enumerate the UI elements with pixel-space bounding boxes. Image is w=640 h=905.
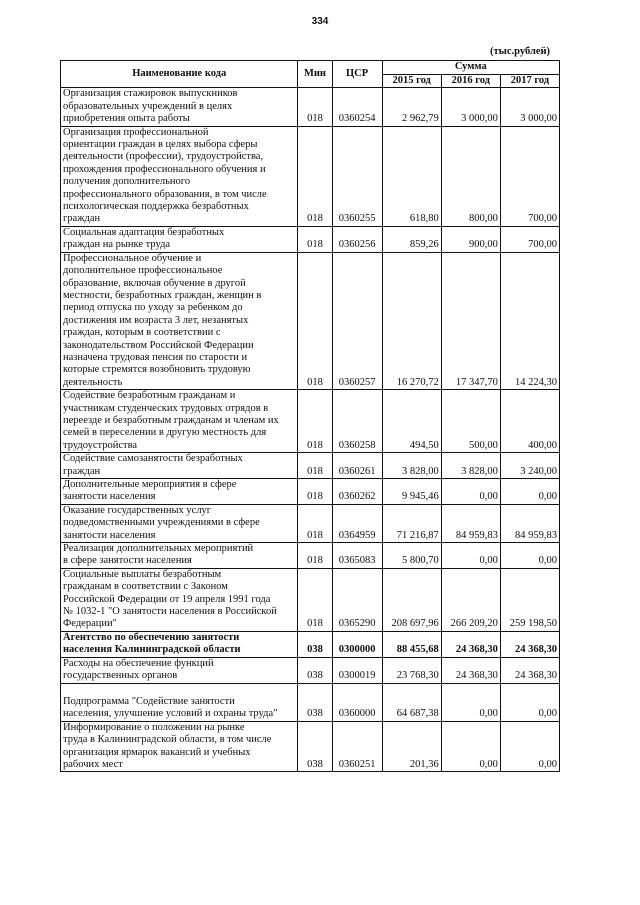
row-amount-2016: 900,00: [441, 226, 500, 252]
row-amount-2017: 700,00: [500, 226, 559, 252]
row-name: Профессиональное обучение и дополнительное профессиональное образование, включая обучение в другой местности, безработных граждан, женщин в период отпуска по уходу за ребенком до достижения им возраста 3 лет, незанятых граждан, которым в соответствии с законодательством Российской Федерации назначена трудовая пенсия по старости и которые стремятся возобновить трудовую деятельность: [61, 252, 298, 389]
row-name: Дополнительные мероприятия в сфере занятости населения: [61, 479, 298, 505]
row-amount-2017: 700,00: [500, 126, 559, 226]
row-name: Содействие безработным гражданам и участникам студенческих трудовых отрядов в переезде и безработным гражданам и членам их семей в переселении в другую местность для трудоустройства: [61, 390, 298, 453]
row-min: 018: [298, 479, 332, 505]
row-amount-2016: 17 347,70: [441, 252, 500, 389]
row-amount-2015: 5 800,70: [382, 543, 441, 569]
row-csr: 0360255: [332, 126, 382, 226]
row-amount-2017: 84 959,83: [500, 504, 559, 542]
row-csr: 0360261: [332, 453, 382, 479]
row-name: Реализация дополнительных мероприятий в сфере занятости населения: [61, 543, 298, 569]
row-amount-2015: 9 945,46: [382, 479, 441, 505]
row-name: Содействие самозанятости безработных граждан: [61, 453, 298, 479]
table-row: [61, 631, 560, 657]
row-csr: 0360256: [332, 226, 382, 252]
header-min: Мин: [298, 61, 332, 88]
row-csr: 0300019: [332, 657, 382, 683]
row-min: 018: [298, 126, 332, 226]
row-amount-2015: 88 455,68: [382, 631, 441, 657]
row-min: 018: [298, 453, 332, 479]
row-amount-2017: 0,00: [500, 683, 559, 721]
row-amount-2015: 201,36: [382, 721, 441, 772]
row-min: 018: [298, 543, 332, 569]
row-name: Оказание государственных услуг подведомственными учреждениями в сфере занятости населения: [61, 504, 298, 542]
row-amount-2016: 24 368,30: [441, 631, 500, 657]
row-amount-2016: 0,00: [441, 479, 500, 505]
row-amount-2016: 3 828,00: [441, 453, 500, 479]
header-csr: ЦСР: [332, 61, 382, 88]
header-year-2017: 2017 год: [500, 75, 559, 88]
row-csr: 0360000: [332, 683, 382, 721]
row-amount-2017: 24 368,30: [500, 631, 559, 657]
row-csr: 0360257: [332, 252, 382, 389]
table-row: [61, 683, 560, 721]
row-amount-2016: 24 368,30: [441, 657, 500, 683]
row-min: 018: [298, 226, 332, 252]
row-amount-2017: 0,00: [500, 721, 559, 772]
row-amount-2017: 3 000,00: [500, 88, 559, 126]
row-amount-2017: 0,00: [500, 543, 559, 569]
row-amount-2015: 859,26: [382, 226, 441, 252]
table-row: [61, 568, 560, 631]
row-amount-2016: 3 000,00: [441, 88, 500, 126]
row-amount-2015: 618,80: [382, 126, 441, 226]
table-body: [61, 88, 560, 772]
table-row: [61, 479, 560, 505]
row-csr: 0360254: [332, 88, 382, 126]
row-amount-2015: 71 216,87: [382, 504, 441, 542]
header-year-2015: 2015 год: [382, 75, 441, 88]
table-row: [61, 126, 560, 226]
row-amount-2017: 0,00: [500, 479, 559, 505]
row-name: Расходы на обеспечение функций государственных органов: [61, 657, 298, 683]
row-amount-2016: 0,00: [441, 543, 500, 569]
row-amount-2017: 24 368,30: [500, 657, 559, 683]
row-min: 018: [298, 252, 332, 389]
row-amount-2017: 3 240,00: [500, 453, 559, 479]
row-name: Организация стажировок выпускников образовательных учреждений в целях приобретения опыта работы: [61, 88, 298, 126]
row-csr: 0364959: [332, 504, 382, 542]
row-amount-2015: 64 687,38: [382, 683, 441, 721]
row-amount-2015: 2 962,79: [382, 88, 441, 126]
row-amount-2017: 14 224,30: [500, 252, 559, 389]
row-amount-2016: 0,00: [441, 721, 500, 772]
table-row: [61, 657, 560, 683]
row-name: Социальная адаптация безработных граждан на рынке труда: [61, 226, 298, 252]
row-min: 018: [298, 504, 332, 542]
row-min: 018: [298, 88, 332, 126]
row-amount-2015: 3 828,00: [382, 453, 441, 479]
row-min: 018: [298, 568, 332, 631]
row-csr: 0360251: [332, 721, 382, 772]
row-name: Социальные выплаты безработным гражданам в соответствии с Законом Российской Федерации от 19 апреля 1991 года № 1032-1 "О занятости населения в Российской Федерации": [61, 568, 298, 631]
row-amount-2015: 16 270,72: [382, 252, 441, 389]
row-amount-2016: 84 959,83: [441, 504, 500, 542]
row-amount-2016: 0,00: [441, 683, 500, 721]
row-min: 038: [298, 657, 332, 683]
header-sum: Сумма: [382, 61, 559, 75]
page-number: 334: [311, 16, 329, 27]
row-min: 038: [298, 683, 332, 721]
row-min: 038: [298, 631, 332, 657]
row-csr: 0360258: [332, 390, 382, 453]
row-min: 018: [298, 390, 332, 453]
table-row: [61, 543, 560, 569]
row-min: 038: [298, 721, 332, 772]
row-amount-2015: 208 697,96: [382, 568, 441, 631]
row-csr: 0360262: [332, 479, 382, 505]
table-row: [61, 390, 560, 453]
row-csr: 0365290: [332, 568, 382, 631]
row-csr: 0300000: [332, 631, 382, 657]
row-amount-2016: 266 209,20: [441, 568, 500, 631]
row-amount-2015: 494,50: [382, 390, 441, 453]
table-row: [61, 504, 560, 542]
budget-table: [60, 60, 560, 772]
row-name: Подпрограмма "Содействие занятости населения, улучшение условий и охраны труда": [61, 683, 298, 721]
row-amount-2017: 400,00: [500, 390, 559, 453]
table-row: [61, 252, 560, 389]
row-amount-2017: 259 198,50: [500, 568, 559, 631]
row-name: Организация профессиональной ориентации граждан в целях выбора сферы деятельности (профессии), трудоустройства, прохождения профессионального обучения и получения дополнительного профессионального образования, в том числе психологическая поддержка безработных граждан: [61, 126, 298, 226]
row-csr: 0365083: [332, 543, 382, 569]
units-label: (тыс.рублей): [490, 46, 551, 57]
row-amount-2016: 500,00: [441, 390, 500, 453]
header-name: Наименование кода: [61, 61, 298, 88]
table-row: [61, 453, 560, 479]
header-year-2016: 2016 год: [441, 75, 500, 88]
row-amount-2016: 800,00: [441, 126, 500, 226]
table-row: [61, 226, 560, 252]
table-row: [61, 88, 560, 126]
row-name: Агентство по обеспечению занятости населения Калининградской области: [61, 631, 298, 657]
row-name: Информирование о положении на рынке труда в Калининградской области, в том числе организация ярмарок вакансий и учебных рабочих мест: [61, 721, 298, 772]
row-amount-2015: 23 768,30: [382, 657, 441, 683]
table-row: [61, 721, 560, 772]
